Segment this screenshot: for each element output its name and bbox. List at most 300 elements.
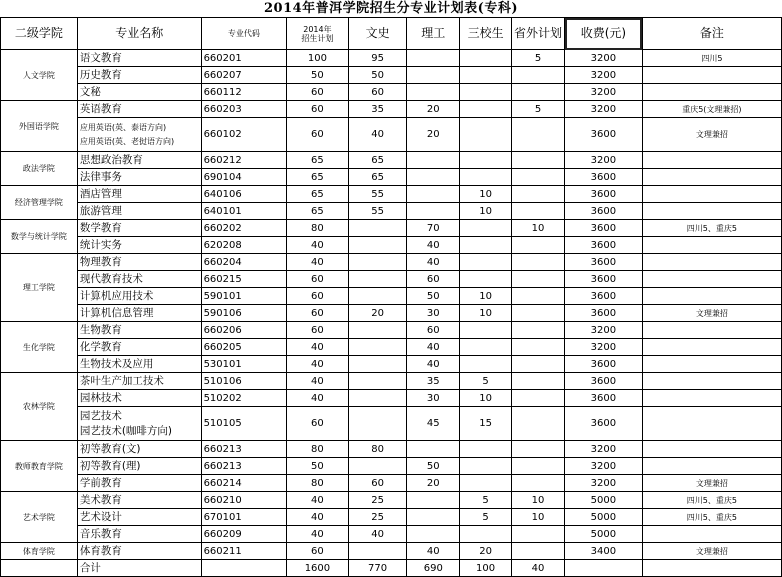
wenshi-cell[interactable]: 20 (348, 305, 407, 322)
major-cell[interactable]: 现代教育技术 (77, 271, 201, 288)
sanxiao-cell[interactable] (460, 254, 512, 271)
table-row (1, 492, 782, 509)
shengwai-cell[interactable]: 5 (512, 50, 565, 67)
plan-cell[interactable]: 40 (287, 509, 349, 526)
remark-cell[interactable]: 四川5、重庆5 (642, 492, 781, 509)
code-cell[interactable]: 620208 (201, 237, 287, 254)
plan-cell[interactable]: 65 (287, 152, 349, 169)
fee-cell[interactable]: 3600 (565, 373, 643, 390)
major-cell[interactable]: 统计实务 (77, 237, 201, 254)
sanxiao-cell[interactable]: 10 (460, 305, 512, 322)
total-ligong[interactable]: 690 (407, 560, 460, 577)
major-cell[interactable]: 数学教育 (77, 220, 201, 237)
wenshi-cell[interactable]: 65 (348, 152, 407, 169)
ligong-cell[interactable] (407, 509, 460, 526)
major-cell[interactable]: 酒店管理 (77, 186, 201, 203)
fee-cell[interactable]: 3200 (565, 67, 643, 84)
remark-cell[interactable] (642, 67, 781, 84)
code-cell[interactable]: 530101 (201, 356, 287, 373)
shengwai-cell[interactable] (512, 84, 565, 101)
table-row (1, 305, 782, 322)
code-cell[interactable]: 660212 (201, 152, 287, 169)
plan-cell[interactable]: 60 (287, 407, 349, 441)
wenshi-cell[interactable]: 35 (348, 101, 407, 118)
code-cell[interactable]: 660203 (201, 101, 287, 118)
major-cell[interactable] (77, 407, 201, 441)
plan-cell[interactable]: 50 (287, 458, 349, 475)
shengwai-cell[interactable] (512, 288, 565, 305)
major-cell[interactable]: 计算机应用技术 (77, 288, 201, 305)
code-cell[interactable]: 640106 (201, 186, 287, 203)
header-fee[interactable]: 收费(元) (565, 18, 643, 50)
sanxiao-cell[interactable] (460, 101, 512, 118)
table-row (1, 543, 782, 560)
major-cell[interactable]: 初等教育(理) (77, 458, 201, 475)
wenshi-cell[interactable] (348, 254, 407, 271)
sanxiao-cell[interactable] (460, 526, 512, 543)
table-row (1, 458, 782, 475)
fee-cell[interactable]: 3600 (565, 254, 643, 271)
table-row (1, 373, 782, 390)
shengwai-cell[interactable] (512, 373, 565, 390)
remark-cell[interactable] (642, 356, 781, 373)
code-cell[interactable]: 660213 (201, 441, 287, 458)
shengwai-cell[interactable] (512, 118, 565, 152)
shengwai-cell[interactable] (512, 271, 565, 288)
header-code[interactable]: 专业代码 (201, 18, 287, 50)
plan-cell[interactable]: 60 (287, 543, 349, 560)
plan-cell[interactable]: 50 (287, 67, 349, 84)
shengwai-cell[interactable] (512, 237, 565, 254)
fee-cell[interactable]: 3600 (565, 186, 643, 203)
sanxiao-cell[interactable] (460, 271, 512, 288)
sanxiao-cell[interactable] (460, 84, 512, 101)
wenshi-cell[interactable]: 25 (348, 509, 407, 526)
sanxiao-cell[interactable] (460, 356, 512, 373)
ligong-cell[interactable]: 60 (407, 322, 460, 339)
remark-cell[interactable] (642, 152, 781, 169)
shengwai-cell[interactable]: 10 (512, 220, 565, 237)
plan-table (0, 17, 782, 577)
plan-cell[interactable]: 60 (287, 101, 349, 118)
major-cell[interactable]: 法律事务 (77, 169, 201, 186)
group-cell[interactable]: 生化学院 (1, 322, 78, 373)
sanxiao-cell[interactable] (460, 441, 512, 458)
wenshi-cell[interactable]: 80 (348, 441, 407, 458)
sanxiao-cell[interactable]: 15 (460, 407, 512, 441)
plan-cell[interactable]: 65 (287, 203, 349, 220)
ligong-cell[interactable]: 30 (407, 390, 460, 407)
wenshi-cell[interactable]: 50 (348, 67, 407, 84)
wenshi-cell[interactable]: 95 (348, 50, 407, 67)
sanxiao-cell[interactable] (460, 152, 512, 169)
group-cell[interactable]: 外国语学院 (1, 101, 78, 152)
major-cell[interactable]: 文秘 (77, 84, 201, 101)
table-row (1, 203, 782, 220)
ligong-cell[interactable] (407, 441, 460, 458)
table-row (1, 356, 782, 373)
fee-cell[interactable]: 3600 (565, 305, 643, 322)
fee-cell[interactable]: 3600 (565, 118, 643, 152)
fee-cell[interactable]: 3600 (565, 288, 643, 305)
shengwai-cell[interactable] (512, 441, 565, 458)
major-cell[interactable]: 初等教育(文) (77, 441, 201, 458)
shengwai-cell[interactable] (512, 254, 565, 271)
sanxiao-cell[interactable]: 5 (460, 492, 512, 509)
group-cell[interactable]: 政法学院 (1, 152, 78, 186)
total-shengwai[interactable]: 40 (512, 560, 565, 577)
total-code-cell[interactable] (201, 560, 287, 577)
ligong-cell[interactable]: 50 (407, 458, 460, 475)
wenshi-cell[interactable]: 55 (348, 186, 407, 203)
major-cell[interactable]: 艺术设计 (77, 509, 201, 526)
ligong-cell[interactable]: 20 (407, 101, 460, 118)
ligong-cell[interactable] (407, 492, 460, 509)
remark-cell[interactable] (642, 526, 781, 543)
group-cell[interactable]: 理工学院 (1, 254, 78, 322)
sanxiao-cell[interactable]: 5 (460, 509, 512, 526)
remark-cell[interactable] (642, 203, 781, 220)
fee-cell[interactable]: 3200 (565, 441, 643, 458)
ligong-cell[interactable]: 50 (407, 288, 460, 305)
plan-cell[interactable]: 60 (287, 271, 349, 288)
remark-cell[interactable] (642, 407, 781, 441)
shengwai-cell[interactable] (512, 339, 565, 356)
code-cell[interactable]: 660214 (201, 475, 287, 492)
shengwai-cell[interactable] (512, 458, 565, 475)
sanxiao-cell[interactable]: 10 (460, 186, 512, 203)
code-cell[interactable]: 510202 (201, 390, 287, 407)
plan-cell[interactable]: 40 (287, 390, 349, 407)
sanxiao-cell[interactable]: 10 (460, 203, 512, 220)
sanxiao-cell[interactable] (460, 237, 512, 254)
wenshi-cell[interactable] (348, 220, 407, 237)
fee-cell[interactable]: 3200 (565, 458, 643, 475)
fee-cell[interactable]: 3200 (565, 84, 643, 101)
wenshi-cell[interactable] (348, 390, 407, 407)
ligong-cell[interactable]: 40 (407, 543, 460, 560)
fee-cell[interactable]: 3600 (565, 390, 643, 407)
code-cell[interactable]: 660202 (201, 220, 287, 237)
ligong-cell[interactable] (407, 186, 460, 203)
header-college[interactable]: 二级学院 (1, 18, 78, 50)
major-cell[interactable]: 语文教育 (77, 50, 201, 67)
shengwai-cell[interactable] (512, 152, 565, 169)
major-cell[interactable]: 物理教育 (77, 254, 201, 271)
ligong-cell[interactable] (407, 169, 460, 186)
plan-cell[interactable]: 60 (287, 322, 349, 339)
fee-cell[interactable]: 3200 (565, 322, 643, 339)
remark-cell[interactable] (642, 237, 781, 254)
sanxiao-cell[interactable] (460, 50, 512, 67)
shengwai-cell[interactable] (512, 390, 565, 407)
remark-cell[interactable] (642, 441, 781, 458)
group-cell[interactable]: 人文学院 (1, 50, 78, 101)
header-major[interactable]: 专业名称 (77, 18, 201, 50)
wenshi-cell[interactable] (348, 373, 407, 390)
wenshi-cell[interactable] (348, 543, 407, 560)
group-cell[interactable]: 农林学院 (1, 373, 78, 441)
fee-cell[interactable]: 3600 (565, 220, 643, 237)
ligong-cell[interactable]: 60 (407, 271, 460, 288)
plan-cell[interactable]: 65 (287, 186, 349, 203)
major-cell[interactable]: 园林技术 (77, 390, 201, 407)
header-remark[interactable]: 备注 (642, 18, 781, 50)
remark-cell[interactable]: 文理兼招 (642, 543, 781, 560)
plan-cell[interactable]: 80 (287, 475, 349, 492)
code-cell[interactable]: 660102 (201, 118, 287, 152)
major-cell[interactable]: 化学教育 (77, 339, 201, 356)
wenshi-cell[interactable] (348, 339, 407, 356)
plan-cell[interactable]: 80 (287, 220, 349, 237)
code-cell[interactable]: 660211 (201, 543, 287, 560)
major-cell[interactable]: 旅游管理 (77, 203, 201, 220)
table-row (1, 526, 782, 543)
group-cell[interactable]: 教师教育学院 (1, 441, 78, 492)
fee-cell[interactable]: 3600 (565, 169, 643, 186)
table-row (1, 288, 782, 305)
sanxiao-cell[interactable] (460, 475, 512, 492)
ligong-cell[interactable] (407, 67, 460, 84)
shengwai-cell[interactable]: 10 (512, 492, 565, 509)
shengwai-cell[interactable] (512, 322, 565, 339)
remark-cell[interactable]: 四川5、重庆5 (642, 220, 781, 237)
sanxiao-cell[interactable]: 20 (460, 543, 512, 560)
shengwai-cell[interactable] (512, 356, 565, 373)
ligong-cell[interactable]: 45 (407, 407, 460, 441)
header-plan[interactable] (287, 18, 349, 50)
remark-cell[interactable] (642, 254, 781, 271)
fee-cell[interactable]: 5000 (565, 526, 643, 543)
remark-cell[interactable] (642, 339, 781, 356)
wenshi-cell[interactable]: 60 (348, 475, 407, 492)
shengwai-cell[interactable]: 5 (512, 101, 565, 118)
plan-cell[interactable]: 40 (287, 373, 349, 390)
remark-cell[interactable] (642, 169, 781, 186)
wenshi-cell[interactable]: 40 (348, 526, 407, 543)
sanxiao-cell[interactable] (460, 67, 512, 84)
plan-cell[interactable]: 60 (287, 288, 349, 305)
major-cell[interactable]: 学前教育 (77, 475, 201, 492)
shengwai-cell[interactable] (512, 543, 565, 560)
plan-cell[interactable]: 60 (287, 305, 349, 322)
code-cell[interactable]: 660213 (201, 458, 287, 475)
wenshi-cell[interactable]: 65 (348, 169, 407, 186)
total-remark-cell[interactable] (642, 560, 781, 577)
ligong-cell[interactable] (407, 84, 460, 101)
wenshi-cell[interactable] (348, 271, 407, 288)
wenshi-cell[interactable] (348, 322, 407, 339)
table-row (1, 186, 782, 203)
code-cell[interactable]: 590101 (201, 288, 287, 305)
table-row (1, 67, 782, 84)
remark-cell[interactable]: 文理兼招 (642, 118, 781, 152)
plan-cell[interactable]: 65 (287, 169, 349, 186)
group-cell[interactable]: 经济管理学院 (1, 186, 78, 220)
remark-cell[interactable]: 文理兼招 (642, 475, 781, 492)
group-cell[interactable]: 艺术学院 (1, 492, 78, 543)
plan-cell[interactable]: 40 (287, 356, 349, 373)
remark-cell[interactable]: 重庆5(文理兼招) (642, 101, 781, 118)
shengwai-cell[interactable] (512, 407, 565, 441)
fee-cell[interactable]: 3200 (565, 475, 643, 492)
major-cell[interactable]: 历史教育 (77, 67, 201, 84)
fee-cell[interactable]: 3600 (565, 407, 643, 441)
wenshi-cell[interactable] (348, 237, 407, 254)
sanxiao-cell[interactable] (460, 322, 512, 339)
fee-cell[interactable]: 3200 (565, 339, 643, 356)
major-cell[interactable] (77, 118, 201, 152)
ligong-cell[interactable]: 35 (407, 373, 460, 390)
sanxiao-cell[interactable] (460, 118, 512, 152)
major-cell[interactable]: 体育教育 (77, 543, 201, 560)
plan-cell[interactable]: 40 (287, 526, 349, 543)
major-cell[interactable]: 美术教育 (77, 492, 201, 509)
remark-cell[interactable] (642, 373, 781, 390)
wenshi-cell[interactable]: 25 (348, 492, 407, 509)
major-cell[interactable]: 计算机信息管理 (77, 305, 201, 322)
fee-cell[interactable]: 3600 (565, 237, 643, 254)
wenshi-cell[interactable] (348, 356, 407, 373)
fee-cell[interactable]: 5000 (565, 492, 643, 509)
wenshi-cell[interactable]: 60 (348, 84, 407, 101)
total-plan[interactable]: 1600 (287, 560, 349, 577)
ligong-cell[interactable] (407, 526, 460, 543)
major-cell[interactable]: 思想政治教育 (77, 152, 201, 169)
ligong-cell[interactable] (407, 203, 460, 220)
ligong-cell[interactable]: 70 (407, 220, 460, 237)
header-sanxiao[interactable]: 三校生 (460, 18, 512, 50)
remark-cell[interactable] (642, 271, 781, 288)
sanxiao-cell[interactable]: 10 (460, 288, 512, 305)
table-row (1, 237, 782, 254)
code-cell[interactable]: 660112 (201, 84, 287, 101)
code-cell[interactable]: 690104 (201, 169, 287, 186)
header-shengwai[interactable]: 省外计划 (512, 18, 565, 50)
total-sanxiao[interactable]: 100 (460, 560, 512, 577)
total-fee-cell[interactable] (565, 560, 643, 577)
ligong-cell[interactable] (407, 50, 460, 67)
total-blank-cell[interactable] (1, 560, 78, 577)
ligong-cell[interactable]: 20 (407, 475, 460, 492)
plan-cell[interactable]: 40 (287, 492, 349, 509)
wenshi-cell[interactable] (348, 288, 407, 305)
header-ligong[interactable]: 理工 (407, 18, 460, 50)
code-cell[interactable]: 660201 (201, 50, 287, 67)
shengwai-cell[interactable] (512, 203, 565, 220)
sanxiao-cell[interactable] (460, 458, 512, 475)
table-row (1, 84, 782, 101)
table-row (1, 475, 782, 492)
remark-cell[interactable] (642, 84, 781, 101)
major-cell[interactable]: 生物教育 (77, 322, 201, 339)
sanxiao-cell[interactable]: 10 (460, 390, 512, 407)
remark-cell[interactable] (642, 390, 781, 407)
remark-cell[interactable] (642, 186, 781, 203)
total-label[interactable]: 合计 (77, 560, 201, 577)
code-cell[interactable]: 660215 (201, 271, 287, 288)
code-cell[interactable]: 660205 (201, 339, 287, 356)
shengwai-cell[interactable] (512, 67, 565, 84)
group-cell[interactable]: 体育学院 (1, 543, 78, 560)
table-row (1, 101, 782, 118)
sanxiao-cell[interactable]: 5 (460, 373, 512, 390)
code-cell[interactable]: 660204 (201, 254, 287, 271)
ligong-cell[interactable] (407, 152, 460, 169)
code-cell[interactable]: 640101 (201, 203, 287, 220)
remark-cell[interactable]: 四川5 (642, 50, 781, 67)
total-wenshi[interactable]: 770 (348, 560, 407, 577)
code-cell[interactable]: 510105 (201, 407, 287, 441)
ligong-cell[interactable]: 20 (407, 118, 460, 152)
wenshi-cell[interactable]: 55 (348, 203, 407, 220)
fee-cell[interactable]: 3200 (565, 50, 643, 67)
group-cell[interactable]: 数学与统计学院 (1, 220, 78, 254)
ligong-cell[interactable]: 40 (407, 237, 460, 254)
shengwai-cell[interactable] (512, 305, 565, 322)
sanxiao-cell[interactable] (460, 220, 512, 237)
fee-cell[interactable]: 3600 (565, 271, 643, 288)
code-cell[interactable]: 660207 (201, 67, 287, 84)
plan-cell[interactable]: 80 (287, 441, 349, 458)
wenshi-cell[interactable]: 40 (348, 118, 407, 152)
shengwai-cell[interactable] (512, 169, 565, 186)
shengwai-cell[interactable]: 10 (512, 509, 565, 526)
shengwai-cell[interactable] (512, 526, 565, 543)
plan-cell[interactable]: 40 (287, 237, 349, 254)
ligong-cell[interactable]: 30 (407, 305, 460, 322)
code-cell[interactable]: 510106 (201, 373, 287, 390)
code-cell[interactable]: 660210 (201, 492, 287, 509)
shengwai-cell[interactable] (512, 475, 565, 492)
major-cell[interactable]: 生物技术及应用 (77, 356, 201, 373)
remark-cell[interactable]: 四川5、重庆5 (642, 509, 781, 526)
fee-cell[interactable]: 3200 (565, 101, 643, 118)
plan-cell[interactable]: 100 (287, 50, 349, 67)
code-cell[interactable]: 670101 (201, 509, 287, 526)
fee-cell[interactable]: 3200 (565, 152, 643, 169)
ligong-cell[interactable]: 40 (407, 356, 460, 373)
shengwai-cell[interactable] (512, 186, 565, 203)
sanxiao-cell[interactable] (460, 169, 512, 186)
wenshi-cell[interactable] (348, 458, 407, 475)
major-cell[interactable]: 音乐教育 (77, 526, 201, 543)
remark-cell[interactable]: 文理兼招 (642, 305, 781, 322)
remark-cell[interactable] (642, 322, 781, 339)
major-cell[interactable]: 茶叶生产加工技术 (77, 373, 201, 390)
major-cell[interactable]: 英语教育 (77, 101, 201, 118)
header-wenshi[interactable]: 文史 (348, 18, 407, 50)
remark-cell[interactable] (642, 288, 781, 305)
major-line-1: 园艺技术 (79, 409, 122, 422)
plan-cell[interactable]: 60 (287, 118, 349, 152)
code-cell[interactable]: 590106 (201, 305, 287, 322)
fee-cell[interactable]: 5000 (565, 509, 643, 526)
plan-cell[interactable]: 40 (287, 339, 349, 356)
fee-cell[interactable]: 3600 (565, 356, 643, 373)
fee-cell[interactable]: 3400 (565, 543, 643, 560)
plan-cell[interactable]: 60 (287, 84, 349, 101)
code-cell[interactable]: 660209 (201, 526, 287, 543)
sanxiao-cell[interactable] (460, 339, 512, 356)
code-cell[interactable]: 660206 (201, 322, 287, 339)
ligong-cell[interactable]: 40 (407, 254, 460, 271)
remark-cell[interactable] (642, 458, 781, 475)
wenshi-cell[interactable] (348, 407, 407, 441)
ligong-cell[interactable]: 40 (407, 339, 460, 356)
plan-cell[interactable]: 40 (287, 254, 349, 271)
fee-cell[interactable]: 3600 (565, 203, 643, 220)
